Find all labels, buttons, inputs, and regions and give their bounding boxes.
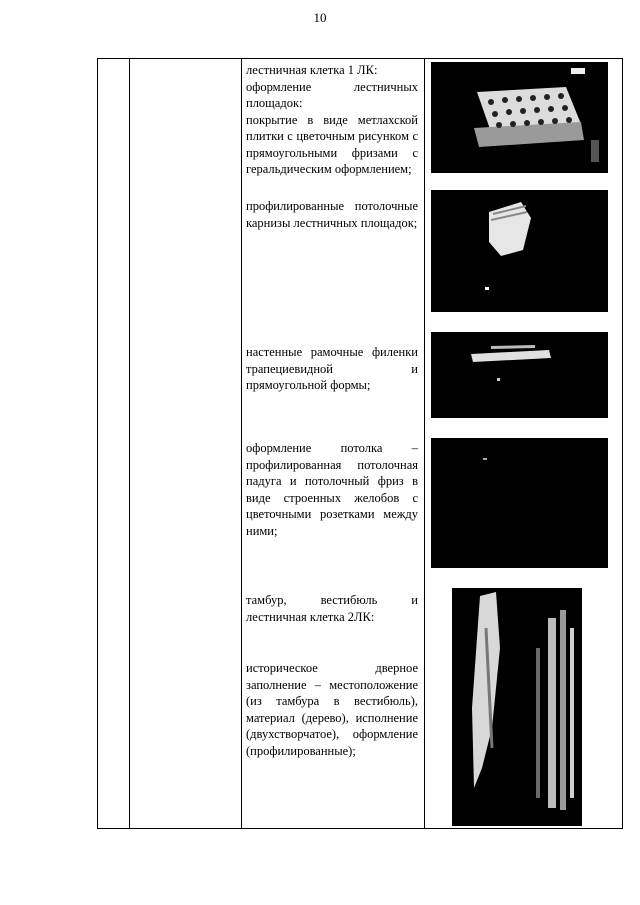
- photo-floor-tiles: [431, 62, 608, 173]
- photo-ceiling: [431, 438, 608, 568]
- entry-wall-panels: [246, 344, 418, 394]
- entry-line: оформление лестничных площадок:: [246, 79, 418, 110]
- photo-historic-door: [452, 588, 582, 826]
- column-divider: [424, 59, 425, 828]
- entry-door: [246, 660, 418, 759]
- entry-line: тамбур, вестибюль и лестничная клетка 2ЛК:: [246, 593, 418, 624]
- entry-vestibule: [246, 592, 418, 625]
- entry-line: оформление потолка – профилированная потолочная падуга и потолочный фриз в виде строенных желобов с цветочными розетками между ними;: [246, 441, 418, 538]
- entry-line: покрытие в виде метлахской плитки с цветочным рисунком с прямоугольными фризами с геральдическим оформлением;: [246, 112, 418, 176]
- photo-cornice: [431, 190, 608, 312]
- column-divider: [241, 59, 242, 828]
- entry-staircase-1: [246, 62, 418, 178]
- entry-ceiling: [246, 440, 418, 539]
- column-divider: [129, 59, 130, 828]
- entry-line: историческое дверное заполнение – местоположение (из тамбура в вестибюль), материал (дерево), исполнение (двухстворчатое), оформление (профилированные);: [246, 661, 418, 758]
- entry-line: настенные рамочные филенки трапециевидной и прямоугольной формы;: [246, 345, 418, 392]
- entry-cornices: [246, 198, 418, 231]
- page-number: 10: [313, 10, 327, 25]
- photo-wall-panels: [431, 332, 608, 418]
- entry-line: лестничная клетка 1 ЛК:: [246, 63, 378, 77]
- entry-line: профилированные потолочные карнизы лестничных площадок;: [246, 199, 418, 230]
